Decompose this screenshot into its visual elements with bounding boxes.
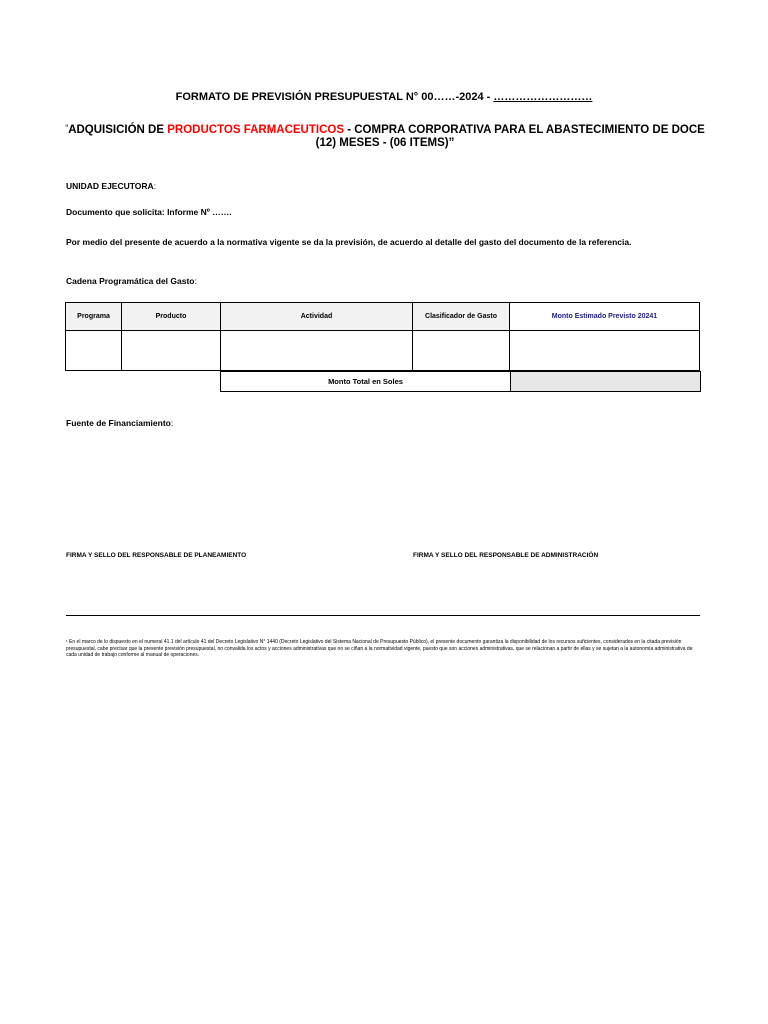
subtitle-highlight: PRODUCTOS FARMACEUTICOS bbox=[167, 124, 345, 136]
firma-administracion: FIRMA Y SELLO DEL RESPONSABLE DE ADMINISTRACIÓN bbox=[413, 552, 599, 559]
monto-total-label: Monto Total en Soles bbox=[220, 371, 511, 392]
subtitle-part1: ADQUISICIÓN DE bbox=[68, 124, 168, 136]
cadena-text: Cadena Programática del Gasto bbox=[66, 276, 195, 286]
cadena-colon: : bbox=[194, 276, 197, 286]
monto-total-value[interactable] bbox=[510, 371, 701, 392]
table-header-row bbox=[66, 303, 700, 331]
header-clasificador: Clasificador de Gasto bbox=[413, 303, 510, 331]
unidad-ejecutora-text: UNIDAD EJECUTORA bbox=[66, 181, 154, 191]
table-row bbox=[66, 331, 700, 371]
footnote: ¹ En el marco de lo dispuesto en el numeral 41.1 del artículo 41 del Decreto Legislativo N° 1440 (Decreto Legislativo del Sistema Nacional de Presupuesto Público), el presente documento garantiza la disponibilidad de los recursos suficientes, considerados en la citada previsión presupuestal, cabe precisar que la presente previsión presupuestal, no convalida los actos y acciones administrativas que no se ciñan a la normatividad vigente, puesto que son acciones administrativas, que se relacionan a partir de ellas y se sujetan a la autonomía administrativa de cada unidad de trabajo conforme al manual de operaciones. bbox=[66, 639, 693, 658]
subtitle-part2: - COMPRA CORPORATIVA PARA EL ABASTECIMIENTO DE DOCE (12) MESES - (06 ITEMS)” bbox=[315, 124, 705, 149]
header-monto: Monto Estimado Previsto 20241 bbox=[510, 303, 700, 331]
unidad-ejecutora-label bbox=[66, 181, 156, 191]
cell-producto[interactable] bbox=[122, 331, 221, 371]
header-producto: Producto bbox=[122, 303, 221, 331]
fuente-colon: : bbox=[170, 418, 174, 428]
document-subtitle bbox=[60, 122, 710, 150]
cadena-programatica-label bbox=[66, 276, 197, 286]
fuente-financiamiento-label bbox=[66, 418, 173, 428]
budget-table bbox=[65, 302, 700, 371]
header-programa: Programa bbox=[66, 303, 122, 331]
intro-paragraph: Por medio del presente de acuerdo a la normativa vigente se da la previsión, de acuerdo al detalle del gasto del documento de la referencia. bbox=[66, 237, 632, 247]
title-dots: ……………………… bbox=[493, 91, 593, 103]
fuente-text: Fuente de Financiamiento bbox=[66, 418, 171, 428]
header-actividad: Actividad bbox=[221, 303, 413, 331]
document-title bbox=[0, 91, 768, 103]
footnote-divider bbox=[66, 615, 700, 616]
unidad-ejecutora-colon: : bbox=[153, 181, 157, 191]
firma-planeamiento: FIRMA Y SELLO DEL RESPONSABLE DE PLANEAMIENTO bbox=[66, 552, 247, 559]
title-main: FORMATO DE PREVISIÓN PRESUPUESTAL N° 00……-2024 - bbox=[175, 91, 494, 103]
cell-clasificador[interactable] bbox=[413, 331, 510, 371]
documento-solicita: Documento que solicita: Informe Nº ……. bbox=[66, 207, 232, 217]
subtitle-quote-open: “ bbox=[65, 123, 69, 133]
cell-monto[interactable] bbox=[510, 331, 700, 371]
cell-actividad[interactable] bbox=[221, 331, 413, 371]
cell-programa[interactable] bbox=[66, 331, 122, 371]
